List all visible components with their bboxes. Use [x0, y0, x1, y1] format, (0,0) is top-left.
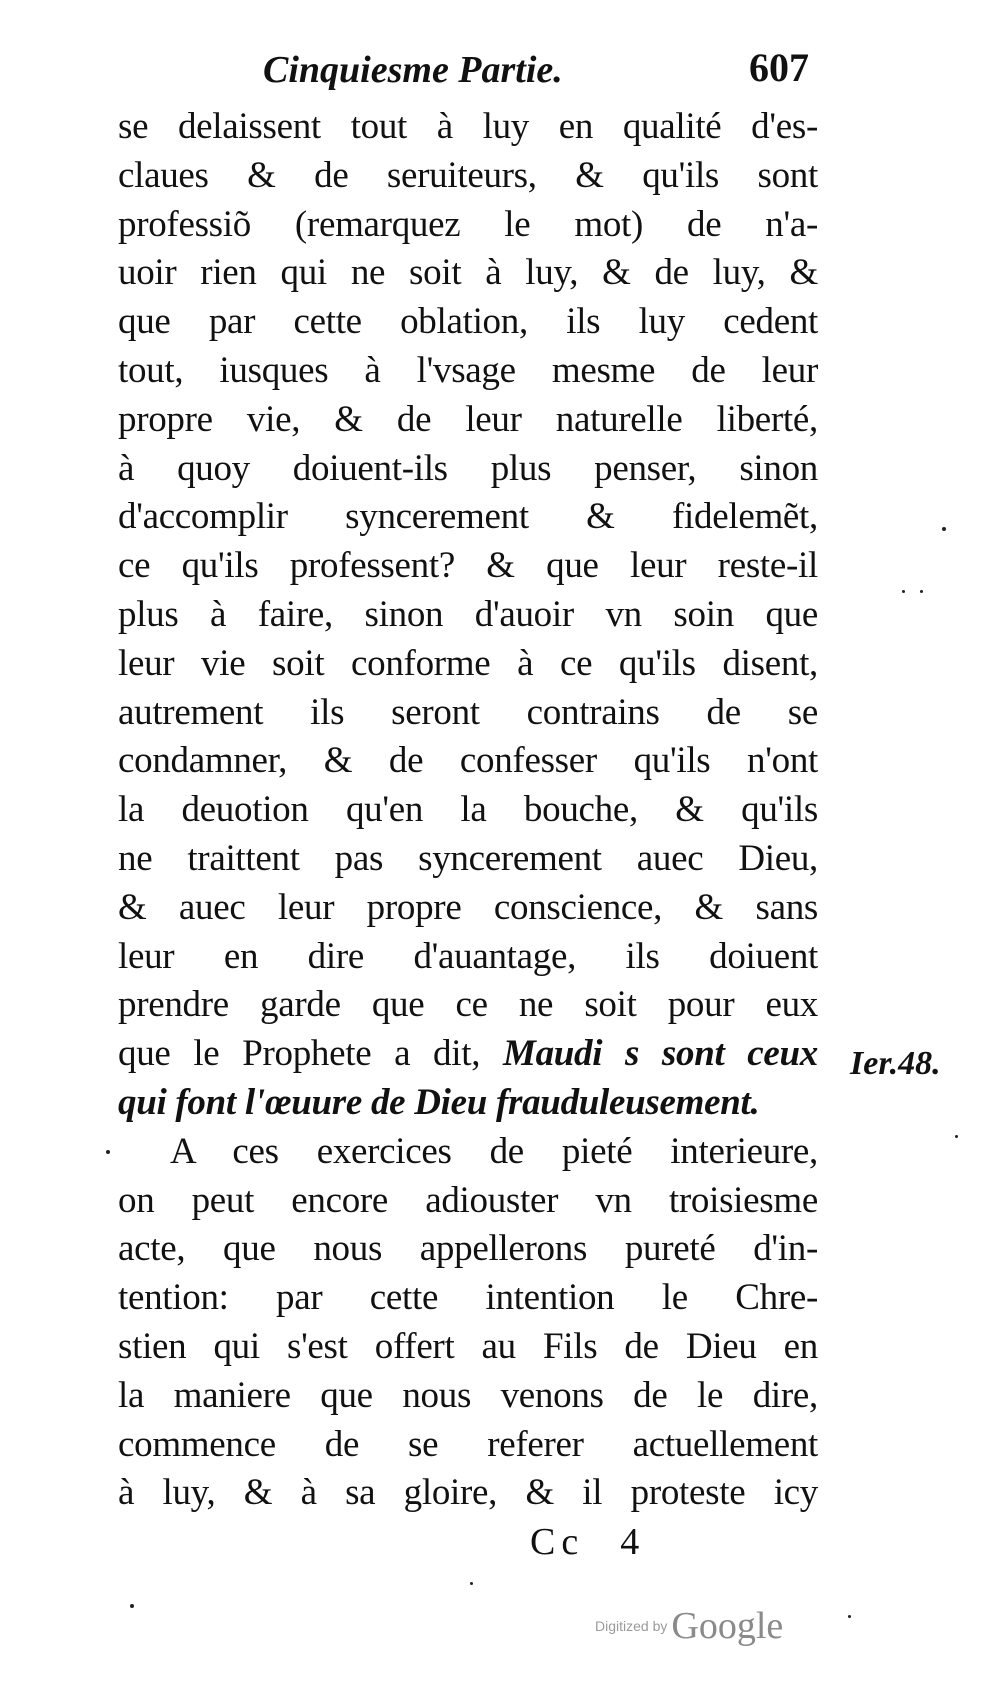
text-line: leur vie soit conforme à ce qu'ils disent,: [118, 642, 818, 684]
text-line: autrement ils seront contrains de se: [118, 691, 818, 733]
signature-letters: Cc: [530, 1521, 585, 1563]
text-line: d'accomplir syncerement & fidelemẽt,: [118, 496, 818, 538]
text-line: acte, que nous appellerons pureté d'in-: [118, 1228, 818, 1270]
italic-quotation: Maudi s sont ceux: [502, 1033, 818, 1075]
text-line: tention: par cette intention le Chre-: [118, 1277, 818, 1319]
text-line: plus à faire, sinon d'auoir vn soin que: [118, 593, 818, 635]
signature-number: 4: [620, 1521, 646, 1563]
text-line: propre vie, & de leur naturelle liberté,: [118, 398, 818, 440]
ink-speck: [942, 527, 946, 531]
running-title: Cinquiesme Partie.: [263, 49, 563, 91]
margin-reference: Ier.48.: [850, 1045, 941, 1082]
text-line: prendre garde que ce ne soit pour eux: [118, 984, 818, 1026]
text-line: tout, iusques à l'vsage mesme de leur: [118, 349, 818, 391]
signature-mark: [530, 1520, 645, 1564]
ink-speck: [848, 1615, 851, 1618]
text-line: la maniere que nous venons de le dire,: [118, 1374, 818, 1416]
digitized-by-watermark: [595, 1604, 783, 1648]
text-line: ce qu'ils professent? & que leur reste-il: [118, 545, 818, 587]
text-line: à quoy doiuent-ils plus penser, sinon: [118, 447, 818, 489]
google-logo: Google: [671, 1605, 784, 1647]
ink-speck: [920, 590, 923, 593]
ink-speck: [902, 590, 905, 593]
text-line: & auec leur propre conscience, & sans: [118, 886, 818, 928]
text-line: à luy, & à sa gloire, & il proteste icy: [118, 1472, 818, 1514]
watermark-prefix: Digitized by: [595, 1618, 668, 1634]
text-line: ne traittent pas syncerement auec Dieu,: [118, 837, 818, 879]
text-line: commence de se referer actuellement: [118, 1423, 818, 1465]
text-line: on peut encore adiouster vn troisiesme: [118, 1179, 818, 1221]
running-header: [255, 40, 815, 96]
text-line: condamner, & de confesser qu'ils n'ont: [118, 740, 818, 782]
text-line: leur en dire d'auantage, ils doiuent: [118, 935, 818, 977]
text-roman: que le Prophete a dit,: [118, 1033, 503, 1075]
text-line: que par cette oblation, ils luy cedent: [118, 301, 818, 343]
text-line: claues & de seruiteurs, & qu'ils sont: [118, 154, 818, 196]
page-number: 607: [749, 45, 809, 90]
text-line: professiõ (remarquez le mot) de n'a-: [118, 203, 818, 245]
text-line: stien qui s'est offert au Fils de Dieu en: [118, 1325, 818, 1367]
ink-speck: [955, 1135, 958, 1138]
body-text: [118, 103, 818, 1518]
italic-quotation-end: qui font l'œuure de Dieu frauduleusement.: [118, 1081, 760, 1123]
ink-speck: [470, 1582, 473, 1585]
text-line: se delaissent tout à luy en qualité d'es-: [118, 106, 818, 147]
text-line-with-quotation: [118, 1030, 818, 1079]
text-line: la deuotion qu'en la bouche, & qu'ils: [118, 789, 818, 831]
ink-speck: [130, 1604, 134, 1608]
text-line: uoir rien qui ne soit à luy, & de luy, &: [118, 252, 818, 294]
ink-speck: [106, 1150, 110, 1154]
paragraph-start-line: A ces exercices de pieté interieure,: [170, 1130, 818, 1172]
